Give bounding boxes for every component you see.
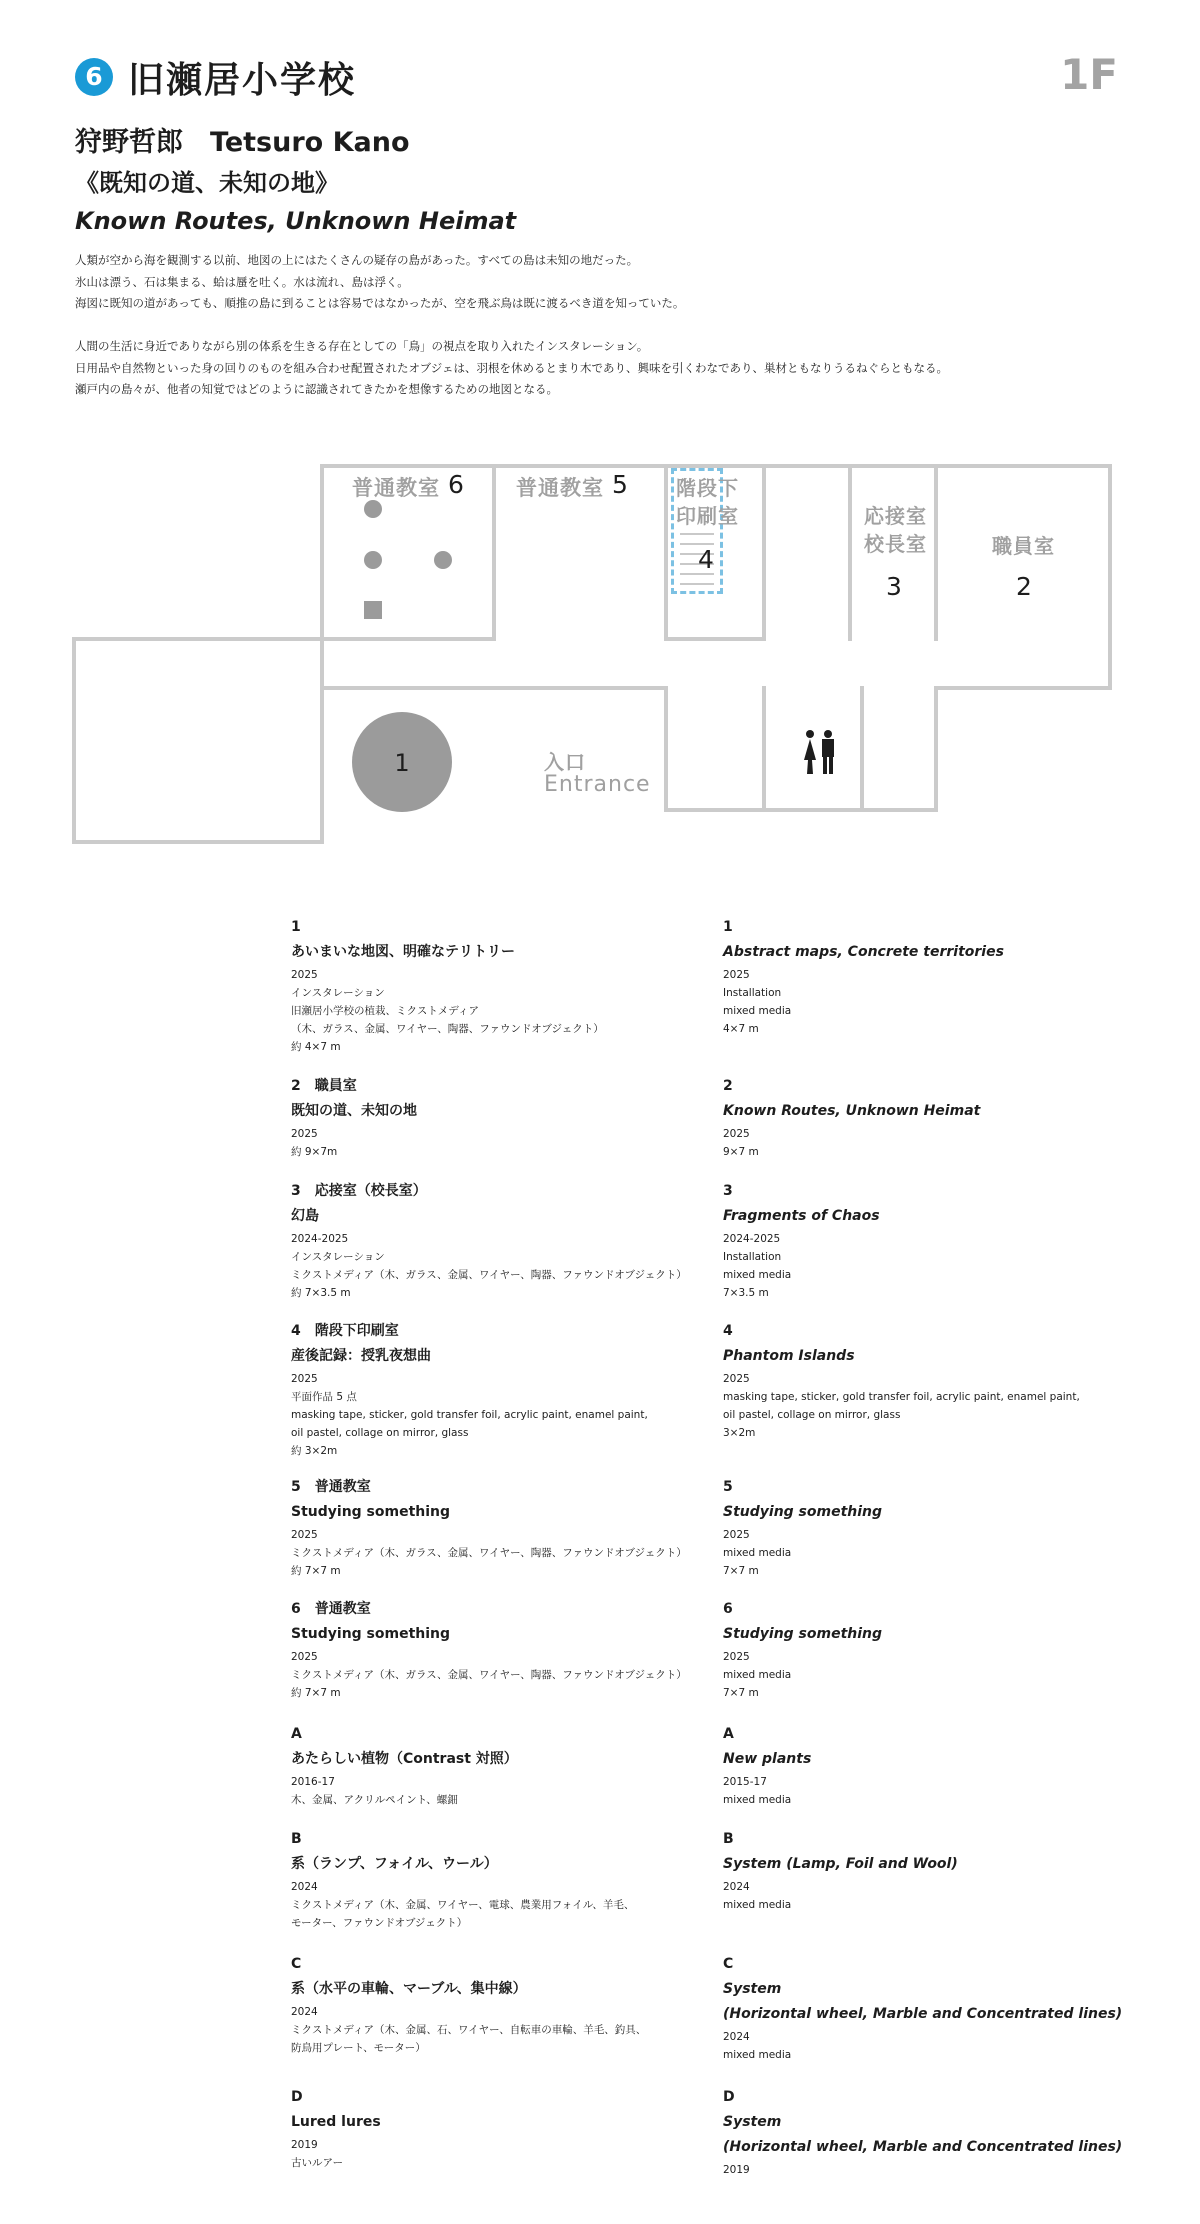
wall [664,637,766,641]
work-meta-line: 9×7 m [723,1146,759,1158]
work-entry-en [723,918,1143,1038]
room-label-line: 応接室 [864,504,927,528]
work-title: あたらしい植物（Contrast 対照） [291,1751,518,1767]
work-meta-line: 平面作品 5 点 [291,1391,357,1403]
work-title: Phantom Islands [723,1348,855,1364]
work-meta-line: インスタレーション [291,987,385,999]
work-entry-en [723,1725,1143,1809]
work-meta [291,1878,711,1932]
work-meta-line: 2025 [723,1373,750,1385]
work-heading: 3 [723,1183,733,1199]
work-meta-line: ミクストメディア（木、ガラス、金属、ワイヤー、陶器、ファウンドオブジェクト） [291,1269,687,1281]
work-entry-jp [291,2088,711,2172]
work-title: 幻島 [291,1208,319,1224]
work-meta-line: 2025 [723,1128,750,1140]
description-line: 人間の生活に身近でありながら別の体系を生きる存在としての「鳥」の視点を取り入れたインスタレーション。 [75,339,649,353]
work-meta [291,1526,711,1580]
work-title-en: Known Routes, Unknown Heimat [75,207,517,235]
work-meta-line: 2025 [723,1651,750,1663]
work-heading: 2 [723,1078,733,1094]
work-meta [723,2028,1143,2064]
work-title: 産後記録：授乳夜想曲 [291,1348,431,1364]
wall [664,686,668,812]
work-title-line-2: (Horizontal wheel, Marble and Concentrated lines) [723,2139,1123,2155]
work-title-line-2: (Horizontal wheel, Marble and Concentrated lines) [723,2006,1123,2022]
work-meta [723,1526,1143,1580]
venue-title: 旧瀬居小学校 [128,60,357,101]
work-meta [723,2161,1143,2179]
work-meta-line: 2025 [291,1529,318,1541]
work-meta-line: 2025 [291,969,318,981]
work-meta [291,1125,711,1161]
work-meta-line: 4×7 m [723,1023,759,1035]
work-meta-line: mixed media [723,1899,792,1911]
work-meta-line: mixed media [723,1269,792,1281]
work-title: Fragments of Chaos [723,1208,880,1224]
work-meta-line: 約 7×7 m [291,1565,341,1577]
work-title: Lured lures [291,2114,381,2130]
wall [72,637,496,641]
work-meta-line: oil pastel, collage on mirror, glass [291,1427,469,1439]
work-meta-line: 2016-17 [291,1776,335,1788]
work-entry-jp [291,1077,711,1161]
work-entry-en [723,1077,1143,1161]
work-heading: D [291,2089,303,2105]
work-meta [291,966,711,1056]
work-heading: 6 普通教室 [291,1601,371,1617]
description-line: 海図に既知の道があっても、順推の島に到ることは容易ではなかったが、空を飛ぶ鳥は既に渡るべき道を知っていた。 [75,296,685,310]
work-entry-jp [291,1830,711,1932]
work-meta-line: 2024 [291,2006,318,2018]
work-meta [291,2136,711,2172]
wall [1108,464,1112,690]
work-meta-line: 7×3.5 m [723,1287,769,1299]
work-title: あいまいな地図、明確なテリトリー [291,944,515,960]
work-heading: B [723,1831,734,1847]
work-meta-line: Installation [723,1251,782,1263]
description-line: 瀬戸内の島々が、他者の知覚ではどのように認識されてきたかを想像するための地図となる。 [75,382,558,396]
work-meta-line: 2024 [291,1881,318,1893]
work-title-jp: 《既知の道、未知の地》 [75,169,339,197]
work-meta-line: 2019 [291,2139,318,2151]
work-meta [723,1125,1143,1161]
wall [664,464,668,641]
wall [320,464,324,844]
artwork-marker [434,551,452,569]
work-meta-line: 2024 [723,1881,750,1893]
work-title: Abstract maps, Concrete territories [723,944,1004,960]
room-label-6: 普通教室 [352,476,440,500]
work-heading: 4 [723,1323,733,1339]
work-meta-line: 約 7×3.5 m [291,1287,351,1299]
work-heading: 3 応接室（校長室） [291,1183,427,1199]
description-line: 日用品や自然物といった身の回りのものを組み合わせ配置されたオブジェは、羽根を休めるとまり木であり、興味を引くわなであり、巣材ともなりうるねぐらともなる。 [75,360,948,375]
work-meta-line: 2024 [723,2031,750,2043]
work-heading: B [291,1831,302,1847]
work-entry-en [723,1955,1143,2064]
work-meta-line: masking tape, sticker, gold transfer foil, acrylic paint, enamel paint, [291,1409,648,1421]
work-meta-line: 約 4×7 m [291,1041,341,1053]
work-title: 既知の道、未知の地 [291,1103,417,1119]
work-meta [723,966,1143,1038]
work-meta-line: ミクストメディア（木、ガラス、金属、ワイヤー、陶器、ファウンドオブジェクト） [291,1547,687,1559]
work-meta-line: 3×2m [723,1427,756,1439]
artwork-marker-square [364,601,382,619]
artwork-marker [364,500,382,518]
work-meta-line: 2025 [723,969,750,981]
work-meta-line: 2025 [291,1128,318,1140]
work-entry-jp [291,1600,711,1702]
wall [934,686,938,812]
work-heading: 5 [723,1479,733,1495]
work-heading: 4 階段下印刷室 [291,1323,399,1339]
work-heading: 6 [723,1601,733,1617]
work-entry-en [723,1322,1143,1442]
work-meta-line: モーター、ファウンドオブジェクト） [291,1917,468,1929]
work-meta-line: 2025 [291,1651,318,1663]
work-title: 系（ランプ、フォイル、ウール） [291,1856,498,1872]
room-label-4 [676,474,739,530]
restroom-icon [800,730,838,774]
work-title: New plants [723,1751,812,1767]
wall [492,464,496,641]
artist-name: 狩野哲郎 Tetsuro Kano [75,127,410,158]
wall [72,637,76,844]
work-heading: D [723,2089,735,2105]
work-title: System [723,2114,782,2130]
work-heading: 1 [723,919,733,935]
work-meta-line: masking tape, sticker, gold transfer foil, acrylic paint, enamel paint, [723,1391,1080,1403]
work-meta [723,1773,1143,1809]
description-line: 氷山は漂う、石は集まる、蛤は蜃を吐く。水は流れ、島は浮く。 [75,274,409,289]
work-meta-line: 2015-17 [723,1776,767,1788]
work-entry-en [723,1478,1143,1580]
work-entry-jp [291,1725,711,1809]
work-heading: 2 職員室 [291,1078,357,1094]
wall [934,464,938,641]
work-meta [723,1648,1143,1702]
work-entry-jp [291,1182,711,1302]
work-meta-line: 防鳥用プレート、モーター） [291,2042,426,2054]
work-title: Known Routes, Unknown Heimat [723,1103,981,1119]
description-paragraph-1 [75,250,1135,315]
work-meta-line: 約 7×7 m [291,1687,341,1699]
entrance-label-en: Entrance [544,772,651,797]
room-number-4: 4 [698,545,714,574]
work-entry-en [723,1600,1143,1702]
work-title: Studying something [723,1626,883,1642]
artwork-marker [364,551,382,569]
work-meta-line: mixed media [723,2049,792,2061]
work-meta-line: mixed media [723,1547,792,1559]
work-meta-line: 木、金属、アクリルペイント、螺鈿 [291,1794,458,1806]
work-meta-line: ミクストメディア（木、ガラス、金属、ワイヤー、陶器、ファウンドオブジェクト） [291,1669,687,1681]
room-number-2: 2 [1016,572,1032,601]
work-title: 系（水平の車輪、マーブル、集中線） [291,1981,527,1997]
work-heading: A [291,1726,302,1742]
work-entry-jp [291,1955,711,2057]
work-meta [291,1648,711,1702]
room-label-line: 印刷室 [676,504,739,528]
work-meta-line: （木、ガラス、金属、ワイヤー、陶器、ファウンドオブジェクト） [291,1023,604,1035]
room-number-5: 5 [612,470,628,499]
wall [762,464,766,641]
work-meta-line: 約 9×7m [291,1146,338,1158]
work-meta-line: 古いルアー [291,2157,344,2169]
work-title: System (Lamp, Foil and Wool) [723,1856,958,1872]
installation-marker-1 [352,712,452,812]
work-meta-line: 2024-2025 [723,1233,781,1245]
installation-number: 1 [394,749,410,777]
description-line: 人類が空から海を観測する以前、地図の上にはたくさんの疑存の島があった。すべての島は未知の地だった。 [75,253,639,267]
work-entry-en [723,2088,1143,2179]
room-label-line: 階段下 [676,476,739,500]
work-meta-line: mixed media [723,1669,792,1681]
work-heading: 5 普通教室 [291,1479,371,1495]
work-meta-line: 約 3×2m [291,1445,338,1457]
work-meta-line: 7×7 m [723,1687,759,1699]
work-entry-en [723,1182,1143,1302]
work-entry-jp [291,1322,711,1460]
room-number-3: 3 [886,572,902,601]
entrance-label-jp: 入口 [544,750,586,774]
work-meta-line: 2025 [291,1373,318,1385]
wall [320,686,668,690]
wall [664,808,938,812]
work-meta [723,1230,1143,1302]
work-entry-jp [291,1478,711,1580]
work-meta-line: oil pastel, collage on mirror, glass [723,1409,901,1421]
work-entry-en [723,1830,1143,1914]
work-entry-jp [291,918,711,1056]
work-meta-line: 7×7 m [723,1565,759,1577]
work-heading: C [723,1956,734,1972]
work-heading: A [723,1726,734,1742]
work-meta-line: 旧瀬居小学校の植栽、ミクストメディア [291,1005,479,1017]
work-heading: C [291,1956,302,1972]
work-meta [291,2003,711,2057]
work-title: System [723,1981,782,1997]
venue-number-badge: 6 [75,58,113,96]
work-meta-line: ミクストメディア（木、金属、石、ワイヤー、自転車の車輪、羊毛、釣具、 [291,2024,647,2036]
room-number-6: 6 [448,470,464,499]
work-meta-line: インスタレーション [291,1251,385,1263]
work-meta-line: 2024-2025 [291,1233,349,1245]
work-meta-line: 2019 [723,2164,750,2176]
work-meta-line: Installation [723,987,782,999]
work-meta-line: ミクストメディア（木、金属、ワイヤー、電球、農業用フォイル、羊毛、 [291,1899,635,1911]
wall [860,686,864,812]
wall [72,840,324,844]
work-title: Studying something [291,1504,451,1520]
work-heading: 1 [291,919,301,935]
room-label-line: 校長室 [864,532,927,556]
room-label-5: 普通教室 [516,476,604,500]
work-meta [291,1773,711,1809]
work-title: Studying something [723,1504,883,1520]
wall [848,464,852,641]
work-meta-line: 2025 [723,1529,750,1541]
work-title: Studying something [291,1626,451,1642]
description-paragraph-2 [75,336,1135,401]
room-label-2: 職員室 [992,534,1055,558]
work-meta-line: mixed media [723,1005,792,1017]
work-meta [723,1370,1143,1442]
work-meta [291,1370,711,1460]
work-meta-line: mixed media [723,1794,792,1806]
room-label-3 [864,502,927,558]
wall [934,686,1112,690]
work-meta [723,1878,1143,1914]
work-meta [291,1230,711,1302]
wall [762,686,766,812]
floor-label: 1F [1060,50,1118,99]
